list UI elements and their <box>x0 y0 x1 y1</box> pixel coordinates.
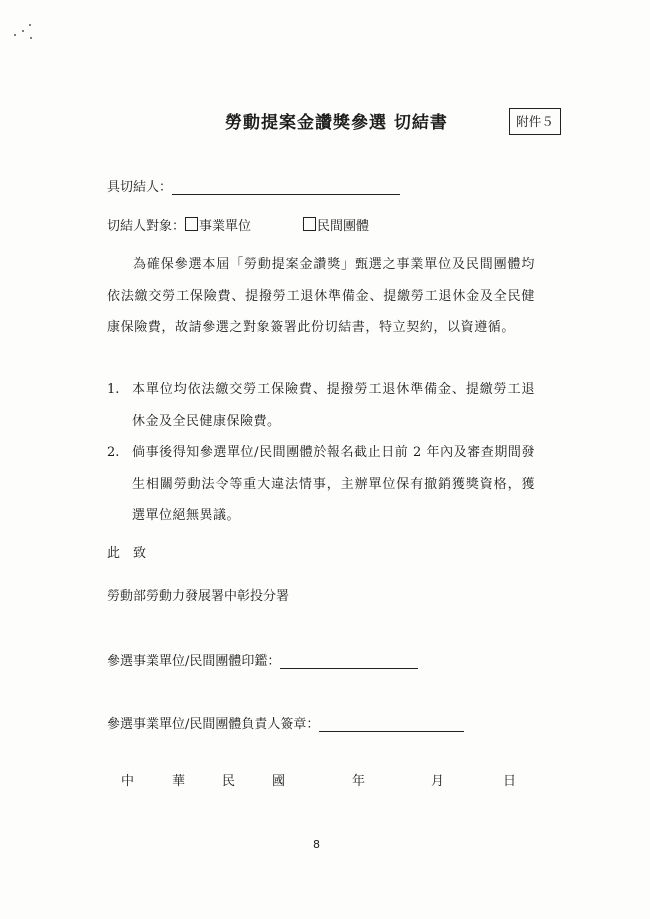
item-text: 倘事後得知參選單位/民間團體於報名截止日前 2 年內及審查期間發生相關勞動法令等重大違法情事，主辦單位保有撤銷獲獎資格，獲選單位絕無異議。 <box>132 445 535 523</box>
date-char: 月 <box>431 774 445 789</box>
target-row <box>107 215 369 234</box>
civil-group-checkbox[interactable] <box>303 217 316 231</box>
date-char: 中 <box>121 774 135 789</box>
scan-speck <box>14 34 16 36</box>
salutation: 此 致 <box>107 546 147 561</box>
enterprise-checkbox[interactable] <box>185 217 198 231</box>
civil-group-option-label: 民間團體 <box>317 219 370 234</box>
scan-speck <box>29 24 31 26</box>
scan-speck <box>30 37 32 39</box>
seal-row <box>107 650 418 669</box>
signature-row <box>107 713 464 732</box>
seal-label: 參選事業單位/民間團體印鑑： <box>107 654 281 669</box>
item-number: 2. <box>107 445 120 460</box>
scan-speck <box>22 30 24 32</box>
declarant-label: 具切結人： <box>107 180 173 195</box>
recipient: 勞動部勞動力發展署中彰投分署 <box>107 589 290 604</box>
date-char: 民 <box>222 774 236 789</box>
date-char: 日 <box>503 774 517 789</box>
page-number: 8 <box>313 838 320 851</box>
signature-label: 參選事業單位/民間團體負責人簽章： <box>107 717 320 732</box>
enterprise-option-label: 事業單位 <box>199 219 252 234</box>
target-label: 切結人對象： <box>107 219 186 234</box>
item-number: 1. <box>107 382 120 397</box>
date-char: 年 <box>352 774 366 789</box>
intro-paragraph: 為確保參選本屆「勞動提案金讚獎」甄選之事業單位及民間團體均依法繳交勞工保險費、提撥勞工退休準備金、提繳勞工退休金及全民健康保險費，故請參選之對象簽署此份切結書，特立契約，以資遵循。 <box>107 257 535 335</box>
seal-field[interactable] <box>280 654 418 669</box>
attachment-label: 附件５ <box>509 108 561 135</box>
declarant-field[interactable] <box>172 180 400 195</box>
item-text: 本單位均依法繳交勞工保險費、提撥勞工退休準備金、提繳勞工退休金及全民健康保險費。 <box>132 382 535 429</box>
signature-field[interactable] <box>319 717 464 732</box>
declarant-row <box>107 176 400 195</box>
document-title: 勞動提案金讚獎參選 切結書 <box>225 113 448 133</box>
date-char: 華 <box>172 774 186 789</box>
date-char: 國 <box>272 774 286 789</box>
